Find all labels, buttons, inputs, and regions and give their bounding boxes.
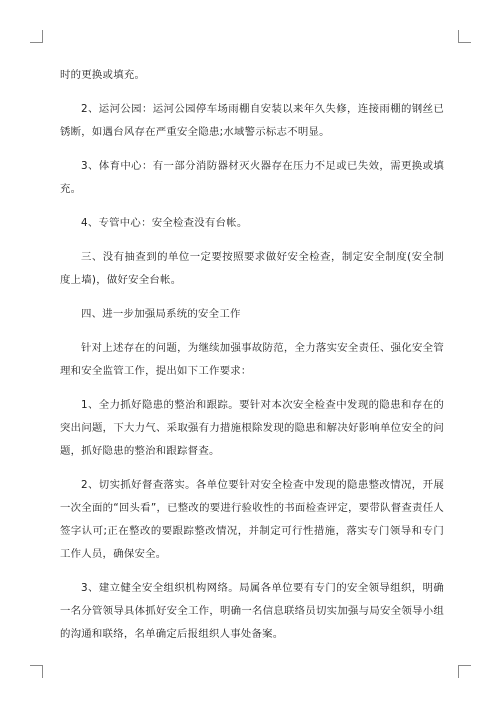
crop-mark-top-right	[458, 30, 471, 43]
paragraph-requirement-2: 2、切实抓好督查落实。各单位要针对安全检查中发现的隐患整改情况，开展一次全面的“回头看”，已整改的要进行验收性的书面检查评定，要带队督查责任人签字认可;正在整改的要跟踪整改情况，并制定可行性措施，落实专门领导和专门工作人员，确保安全。	[60, 479, 444, 560]
crop-mark-bottom-right	[458, 665, 471, 678]
paragraph-requirement-1: 1、全力抓好隐患的整治和跟踪。要针对本次安全检查中发现的隐患和存在的突出问题，下大力气、采取强有力措施根除发现的隐患和解决好影响单位安全的问题，抓好隐患的整治和跟踪督查。	[60, 399, 444, 457]
paragraph-sports-center: 3、体育中心：有一部分消防器材灭火器存在压力不足或已失效，需更换或填充。	[60, 160, 444, 195]
paragraph-continuation: 时的更换或填充。	[60, 69, 146, 81]
section-heading-four: 四、进一步加强局系统的安全工作	[81, 308, 241, 320]
crop-mark-top-left	[30, 30, 43, 43]
crop-mark-bottom-left	[30, 665, 43, 678]
document-body	[60, 64, 444, 657]
paragraph-section-three: 三、没有抽查到的单位一定要按照要求做好安全检查，制定安全制度(安全制度上墙)，做好安全台帐。	[60, 251, 444, 286]
paragraph-requirement-3: 3、建立健全安全组织机构网络。局属各单位要有专门的安全领导组织，明确一名分管领导具体抓好安全工作，明确一名信息联络员切实加强与局安全领导小组的沟通和联络，名单确定后报组织人事处备案。	[60, 582, 444, 640]
paragraph-canal-park: 2、运河公园：运河公园停车场雨棚自安装以来年久失修，连接雨棚的钢丝已锈断，如遇台风存在严重安全隐患;水域警示标志不明显。	[60, 103, 444, 138]
paragraph-management-center: 4、专管中心：安全检查没有台帐。	[81, 217, 248, 229]
paragraph-requirements-intro: 针对上述存在的问题，为继续加强事故防范，全力落实安全责任、强化安全管理和安全监管工作，提出如下工作要求：	[60, 342, 444, 377]
